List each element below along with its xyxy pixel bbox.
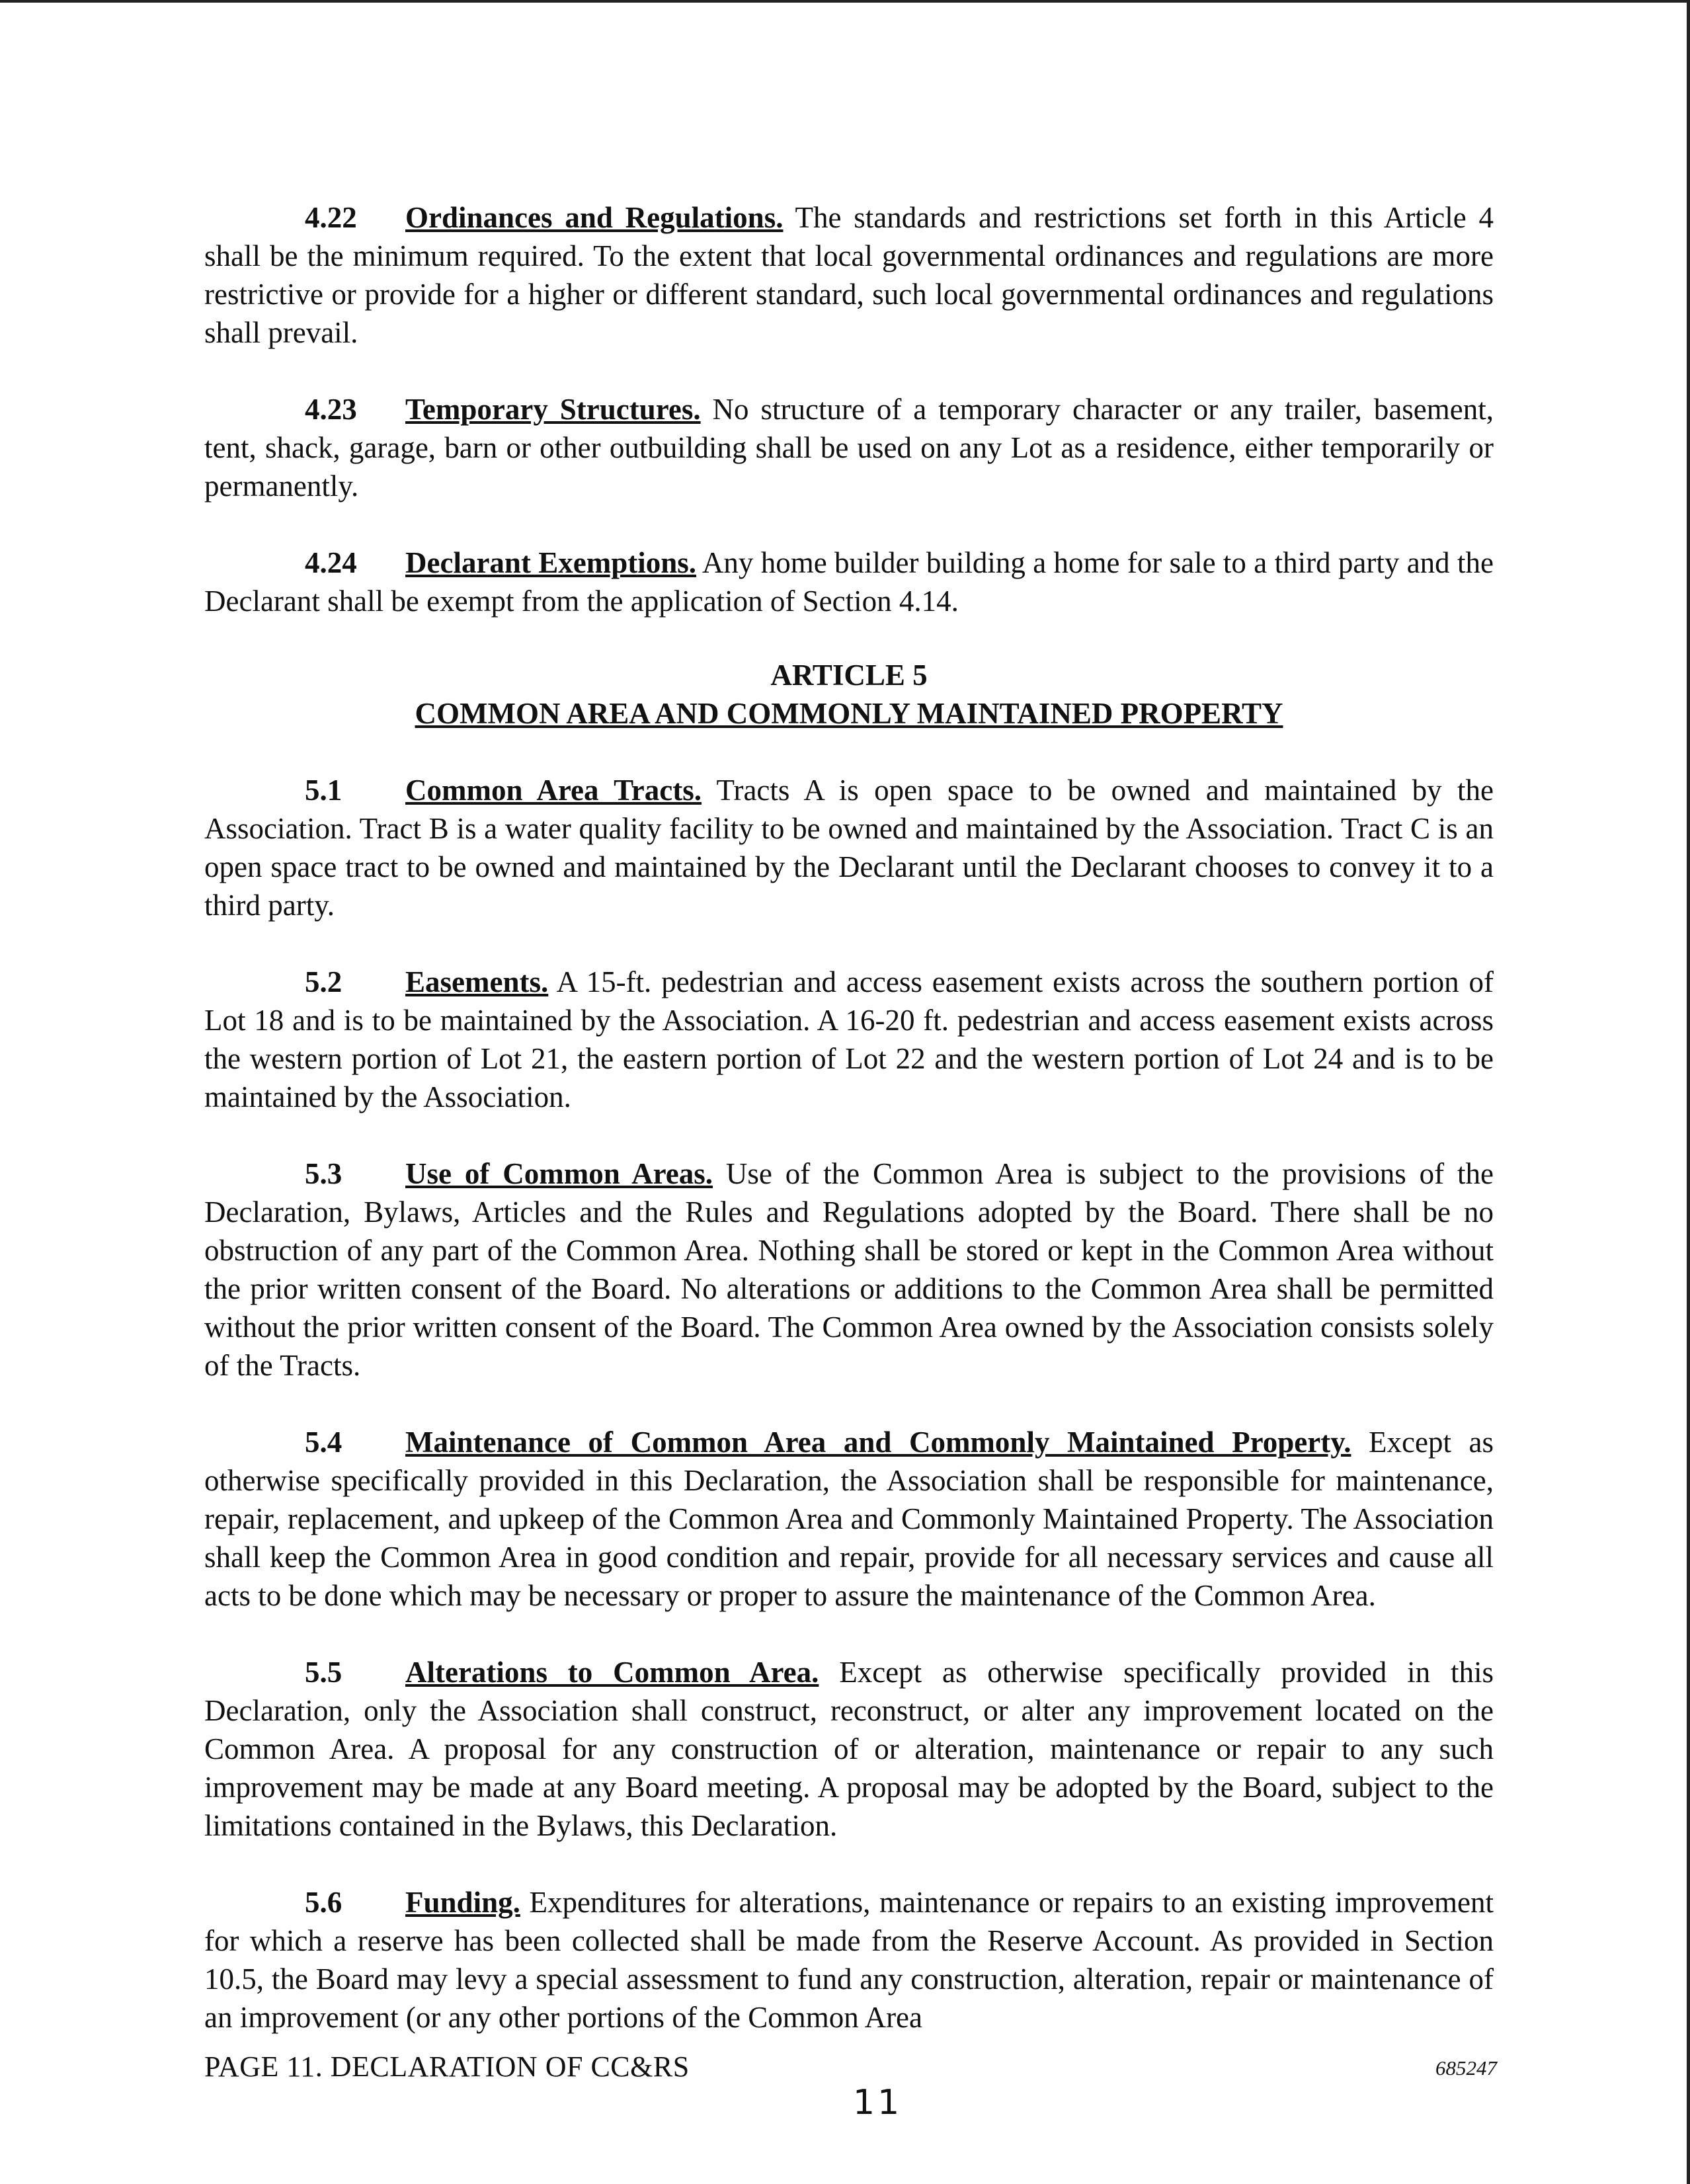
document-body bbox=[204, 198, 1494, 2075]
section-number: 4.24 bbox=[305, 546, 357, 579]
section-number: 5.5 bbox=[305, 1656, 342, 1689]
section-text: Tracts A is open space to be owned and maintained by the Association. Tract B is a water quality facility to be owned and maintained by the Association. Tract C is an open space tract to be owned and maintained by the Declarant until the Declarant chooses to convey it to a third party. bbox=[204, 774, 1494, 922]
section-heading: Easements. bbox=[405, 965, 549, 998]
scan-right-edge bbox=[1687, 0, 1690, 2184]
article-number: ARTICLE 5 bbox=[770, 659, 928, 692]
section-number: 5.6 bbox=[305, 1886, 342, 1919]
section-number: 5.1 bbox=[305, 774, 342, 807]
handwritten-page-number: 11 bbox=[853, 2083, 903, 2123]
section-text: A 15-ft. pedestrian and access easement exists across the southern portion of Lot 18 and is to be maintained by the Association. A 16-20 ft. pedestrian and access easement exists across the western portion of Lot 21, the eastern portion of Lot 22 and the western portion of Lot 24 and is to be maintained by the Association. bbox=[204, 965, 1494, 1113]
article-title: COMMON AREA AND COMMONLY MAINTAINED PROPERTY bbox=[415, 697, 1283, 730]
section-heading: Maintenance of Common Area and Commonly Maintained Property. bbox=[405, 1426, 1351, 1459]
section-number: 5.4 bbox=[305, 1426, 342, 1459]
section-heading: Use of Common Areas. bbox=[405, 1157, 713, 1190]
section-text: Except as otherwise specifically provided in this Declaration, only the Association shall construct, reconstruct, or alter any improvement located on the Common Area. A proposal for any construction of or alteration, maintenance or repair to any such improvement may be made at any Board meeting. A proposal may be adopted by the Board, subject to the limitations contained in the Bylaws, this Declaration. bbox=[204, 1656, 1494, 1842]
section-text: Any home builder building a home for sale to a third party and the Declarant shall be exempt from the application of Section 4.14. bbox=[204, 546, 1494, 618]
section-5-3 bbox=[204, 1154, 1494, 1385]
section-number: 5.3 bbox=[305, 1157, 342, 1190]
section-text: The standards and restrictions set forth in this Article 4 shall be the minimum required. To the extent that local governmental ordinances and regulations are more restrictive or provide for a higher or different standard, such local governmental ordinances and regulations shall prevail. bbox=[204, 201, 1494, 349]
section-4-24 bbox=[204, 544, 1494, 620]
footer-page-label: PAGE 11. DECLARATION OF CC&RS bbox=[204, 2050, 690, 2083]
section-5-1 bbox=[204, 771, 1494, 924]
section-5-4 bbox=[204, 1423, 1494, 1615]
section-text: Use of the Common Area is subject to the provisions of the Declaration, Bylaws, Articles and the Rules and Regulations adopted by the Board. There shall be no obstruction of any part of the Common Area. Nothing shall be stored or kept in the Common Area without the prior written consent of the Board. No alterations or additions to the Common Area shall be permitted without the prior written consent of the Board. The Common Area owned by the Association consists solely of the Tracts. bbox=[204, 1157, 1494, 1382]
footer-document-number: 685247 bbox=[1435, 2056, 1497, 2080]
section-heading: Declarant Exemptions. bbox=[405, 546, 697, 579]
section-heading: Temporary Structures. bbox=[405, 393, 701, 426]
section-5-2 bbox=[204, 963, 1494, 1116]
section-heading: Alterations to Common Area. bbox=[405, 1656, 819, 1689]
section-number: 4.23 bbox=[305, 393, 357, 426]
section-heading: Ordinances and Regulations. bbox=[405, 201, 784, 234]
article-heading bbox=[204, 656, 1494, 733]
section-text: No structure of a temporary character or any trailer, basement, tent, shack, garage, barn or other outbuilding shall be used on any Lot as a residence, either temporarily or permanently. bbox=[204, 393, 1494, 503]
section-5-5 bbox=[204, 1653, 1494, 1845]
section-number: 5.2 bbox=[305, 965, 342, 998]
section-heading: Funding. bbox=[405, 1886, 520, 1919]
section-text: Expenditures for alterations, maintenance or repairs to an existing improvement for which a reserve has been collected shall be made from the Reserve Account. As provided in Section 10.5, the Board may levy a special assessment to fund any construction, alteration, repair or maintenance of an improvement (or any other portions of the Common Area bbox=[204, 1886, 1494, 2034]
section-number: 4.22 bbox=[305, 201, 357, 234]
section-4-22 bbox=[204, 198, 1494, 352]
page-footer bbox=[204, 2050, 1497, 2089]
section-heading: Common Area Tracts. bbox=[405, 774, 702, 807]
scan-top-edge bbox=[0, 0, 1690, 3]
section-5-6 bbox=[204, 1883, 1494, 2037]
section-4-23 bbox=[204, 390, 1494, 505]
section-text: Except as otherwise specifically provided in this Declaration, the Association shall be responsible for maintenance, repair, replacement, and upkeep of the Common Area and Commonly Maintained Property. The Association shall keep the Common Area in good condition and repair, provide for all necessary services and cause all acts to be done which may be necessary or proper to assure the maintenance of the Common Area. bbox=[204, 1426, 1494, 1612]
